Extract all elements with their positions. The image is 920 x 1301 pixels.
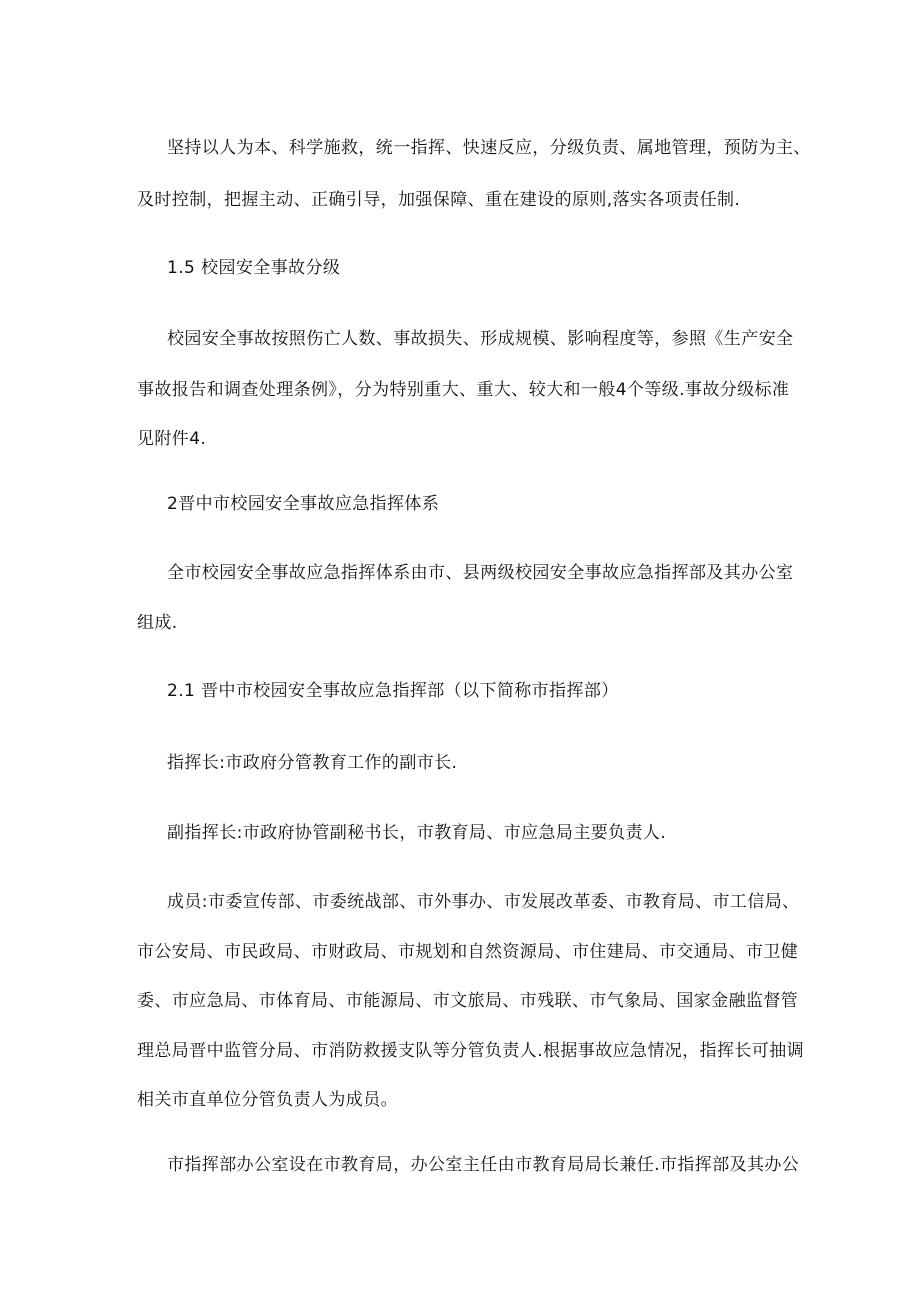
paragraph-classification-line-2: 事故报告和调查处理条例》，分为特别重大、重大、较大和一般4个等级.事故分级标准	[137, 380, 790, 400]
paragraph-principles-line-2: 及时控制，把握主动、正确引导，加强保障、重在建设的原则,落实各项责任制.	[137, 190, 741, 210]
paragraph-system-line-1: 全市校园安全事故应急指挥体系由市、县两级校园安全事故应急指挥部及其办公室	[167, 563, 794, 583]
paragraph-deputy-commander: 副指挥长:市政府协管副秘书长，市教育局、市应急局主要负责人.	[167, 823, 667, 843]
paragraph-members-line-2: 市公安局、市民政局、市财政局、市规划和自然资源局、市住建局、市交通局、市卫健	[137, 942, 799, 962]
paragraph-members-line-5: 相关市直单位分管负责人为成员。	[137, 1090, 398, 1110]
heading-1-5: 1.5 校园安全事故分级	[167, 258, 341, 278]
paragraph-members-line-1: 成员:市委宣传部、市委统战部、市外事办、市发展改革委、市教育局、市工信局、	[167, 892, 800, 912]
paragraph-members-line-4: 理总局晋中监管分局、市消防救援支队等分管负责人.根据事故应急情况，指挥长可抽调	[137, 1041, 805, 1061]
paragraph-classification-line-1: 校园安全事故按照伤亡人数、事故损失、形成规模、影响程度等，参照《生产安全	[167, 329, 794, 349]
paragraph-principles-line-1: 坚持以人为本、科学施救，统一指挥、快速反应，分级负责、属地管理，预防为主、	[167, 138, 811, 158]
paragraph-members-line-3: 委、市应急局、市体育局、市能源局、市文旅局、市残联、市气象局、国家金融监督管	[137, 991, 799, 1011]
paragraph-classification-line-3: 见附件4.	[137, 429, 207, 449]
paragraph-commander: 指挥长:市政府分管教育工作的副市长.	[167, 753, 458, 773]
paragraph-system-line-2: 组成.	[137, 613, 178, 633]
paragraph-office-line-1: 市指挥部办公室设在市教育局，办公室主任由市教育局局长兼任.市指挥部及其办公	[167, 1155, 800, 1175]
heading-2: 2晋中市校园安全事故应急指挥体系	[167, 494, 440, 514]
heading-2-1: 2.1 晋中市校园安全事故应急指挥部（以下简称市指挥部）	[167, 681, 619, 701]
